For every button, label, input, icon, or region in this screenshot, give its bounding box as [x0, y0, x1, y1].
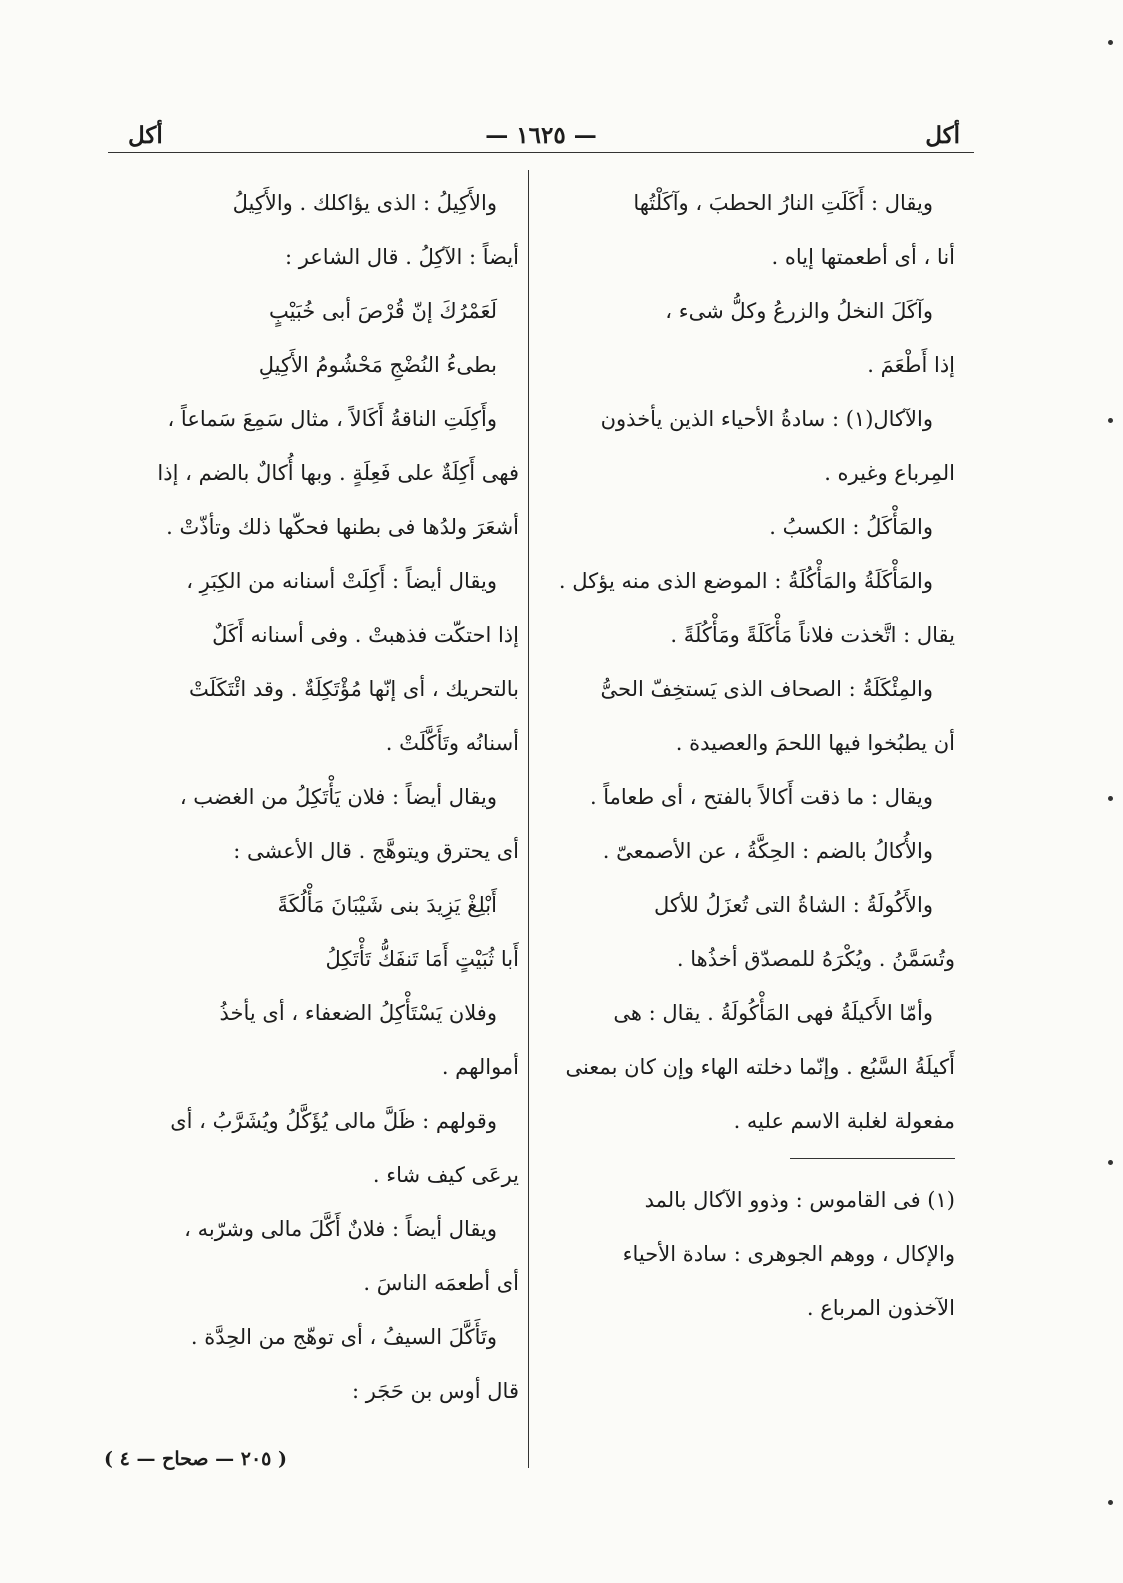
- text-line: وتَأَكَّلَ السيفُ ، أى توهّج من الحِدَّة .: [190, 1325, 497, 1349]
- text-line: يقال : اتَّخذت فلاناً مَأْكَلَةً ومَأْكُلَةً .: [670, 623, 955, 647]
- text-line: مفعولة لغلبة الاسم عليه .: [733, 1109, 955, 1133]
- text-line: إذا أَطْعَمَ .: [867, 353, 955, 377]
- text-line: بالتحريك ، أى إنّها مُؤْتَكِلَةٌ . وقد ائْتَكَلَتْ: [188, 677, 519, 701]
- text-line: والآكال(١) : سادةُ الأحياء الذين يأخذون: [600, 407, 933, 431]
- text-line: أيضاً : الآكِلُ . قال الشاعر :: [284, 245, 519, 269]
- running-headword-left: أكل: [128, 122, 163, 149]
- text-line: يرعَى كيف شاء .: [372, 1163, 519, 1187]
- scan-margin-dot: [1108, 418, 1113, 423]
- text-line: وفلان يَسْتَأْكِلُ الضعفاء ، أى يأخذُ: [219, 1001, 497, 1025]
- text-line: وقولهم : ظَلَّ مالى يُؤَكَّلُ ويُشَرَّبُ ، أى: [170, 1109, 497, 1133]
- text-line: أى يحترق ويتوهَّج . قال الأعشى :: [233, 839, 519, 863]
- text-line: أسنانُه وتَأَكَّلَتْ .: [385, 731, 519, 755]
- text-line: أَبْلِغْ يَزِيدَ بنى شَيْبَانَ مَأْلُكَةً: [277, 893, 497, 917]
- footnote-line: الآخذون المرباع .: [806, 1296, 955, 1320]
- right-column: [537, 176, 955, 1335]
- text-line: المِرباع وغيره .: [824, 461, 955, 485]
- text-line: وتُسَمَّنُ . ويُكْرَهُ للمصدّق أخذُها .: [676, 947, 955, 971]
- column-divider: [528, 170, 529, 1468]
- text-line: لَعَمْرُكَ إنّ قُرْصَ أبى خُبَيْبٍ: [269, 299, 497, 323]
- page-number: — ١٦٢٥ —: [485, 122, 597, 149]
- left-column: [111, 176, 519, 1418]
- text-line: أَبا ثُبَيْتٍ أَمَا تَنفَكُّ تَأْتَكِلُ: [325, 947, 519, 971]
- text-line: ويقال أيضاً : فلان يَأْتَكِلُ من الغضب ،: [179, 785, 497, 809]
- text-line: أن يطبُخوا فيها اللحمَ والعصيدة .: [675, 731, 955, 755]
- text-line: والأُكالُ بالضم : الحِكَّةُ ، عن الأصمعىّ .: [602, 839, 933, 863]
- text-line: بطىءُ النُضْجِ مَحْشُومُ الأَكِيلِ: [258, 353, 497, 377]
- text-line: ويقال أيضاً : فلانٌ أَكَّلَ مالى وشرّبه ،: [184, 1217, 497, 1241]
- text-line: أموالهم .: [441, 1055, 519, 1079]
- text-line: وأَكِلَتِ الناقةُ أَكَالاً ، مثال سَمِعَ سَماعاً ،: [167, 407, 497, 431]
- footnote-rule: [790, 1158, 955, 1159]
- scan-margin-dot: [1108, 40, 1113, 45]
- footnote-line: والإكال ، ووهم الجوهرى : سادة الأحياء: [622, 1242, 955, 1266]
- text-line: والأَكِيلُ : الذى يؤاكلك . والأَكِيلُ: [232, 191, 497, 215]
- text-line: ويقال : أَكَلَتِ النارُ الحطبَ ، وآكَلْتُها: [633, 191, 933, 215]
- text-line: ويقال أيضاً : أَكِلَتْ أسنانه من الكِبَرِ ،: [186, 569, 497, 593]
- running-headword-right: أكل: [925, 122, 960, 149]
- text-line: والمَأْكَلُ : الكسبُ .: [769, 515, 933, 539]
- scan-margin-dot: [1108, 1160, 1113, 1165]
- text-line: أى أطعمَه الناسَ .: [363, 1271, 519, 1295]
- footnote-line: (١) فى القاموس : وذوو الآكال بالمد: [644, 1188, 955, 1212]
- scan-margin-dot: [1108, 796, 1113, 801]
- text-line: أَكيلَةُ السَّبُع . وإنّما دخلته الهاء وإن كان بمعنى: [565, 1055, 955, 1079]
- text-line: والأَكُولَةُ : الشاةُ التى تُعزَلُ للأكل: [654, 893, 933, 917]
- page-header: [108, 120, 974, 154]
- scan-margin-dot: [1108, 1500, 1113, 1505]
- header-rule: [108, 152, 974, 153]
- text-line: فهى أَكِلَةٌ على فَعِلَةٍ . وبها أُكالٌ بالضم ، إذا: [157, 461, 519, 485]
- text-line: والمَأْكَلَةُ والمَأْكُلَةُ : الموضع الذى منه يؤكل .: [558, 569, 933, 593]
- text-line: والمِئْكَلَةُ : الصحاف الذى يَستخِفّ الحىُّ: [600, 677, 933, 701]
- text-line: أنا ، أى أطعمتها إياه .: [771, 245, 955, 269]
- text-line: إذا احتكّت فذهبتْ . وفى أسنانه أَكَلٌ: [212, 623, 519, 647]
- text-line: ويقال : ما ذقت أَكالاً بالفتح ، أى طعاماً .: [589, 785, 933, 809]
- text-line: قال أوس بن حَجَر :: [351, 1379, 519, 1403]
- text-line: وآكَلَ النخلُ والزرعُ وكلُّ شىء ،: [665, 299, 933, 323]
- signature-mark: ( ٢٠٥ — صحاح — ٤ ): [104, 1448, 287, 1470]
- text-line: وأمّا الأَكيلَةُ فهى المَأْكُولَةُ . يقال : هى: [613, 1001, 933, 1025]
- text-line: أشعَرَ ولدُها فى بطنها فحكّها ذلك وتأذّتْ .: [166, 515, 519, 539]
